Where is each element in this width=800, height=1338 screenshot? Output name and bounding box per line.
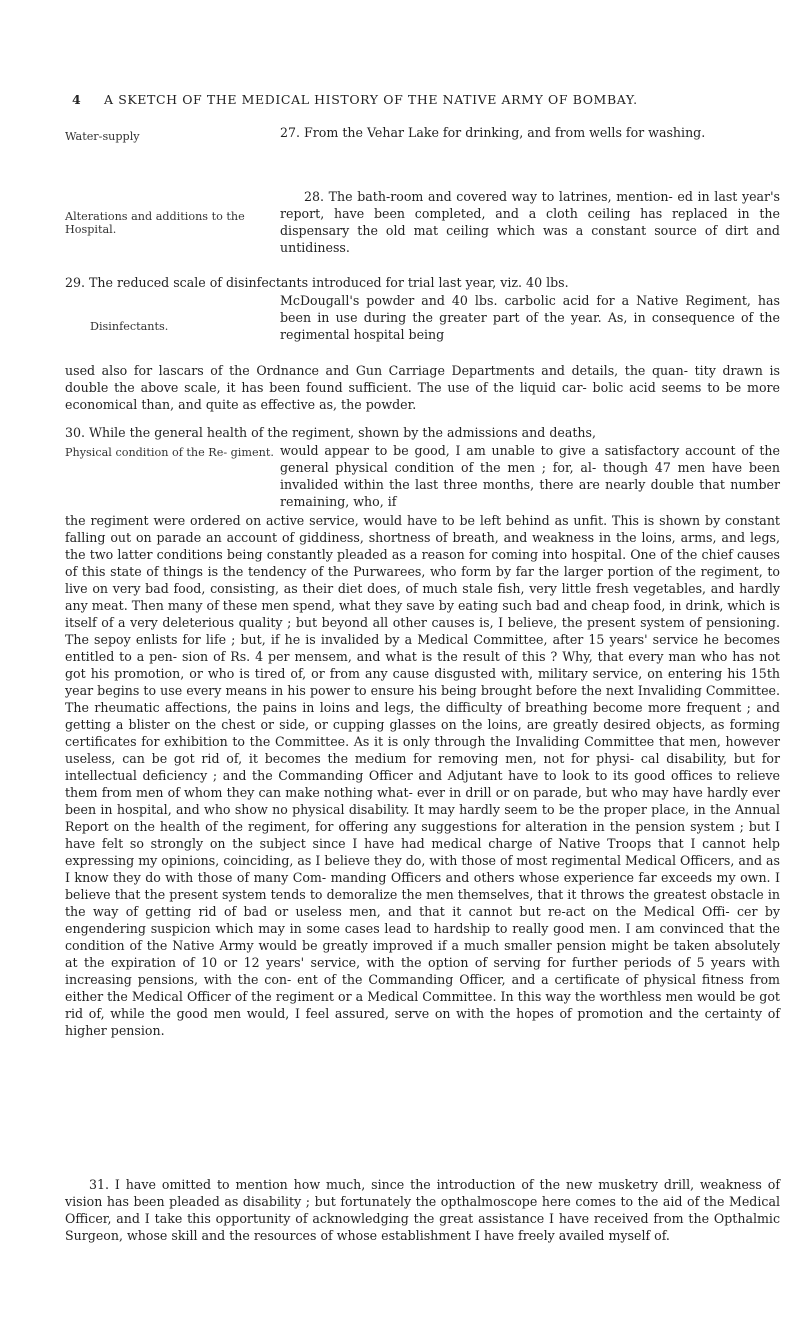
- paragraph-30-body: the regiment were ordered on active service, would have to be left behind as unfit. This is shown by constant falling out on parade an account of giddiness, shortness of breath, and weakness in the loins, arms, and legs, the two latter conditions being constantly pleaded as a reason for coming into hospital. One of the chief causes of this state of things is the tendency of the Purwarees, who form by far the larger portion of the regiment, to live on very bad food, consisting, as their diet does, of much stale fish, very little fresh vegetables, and hardly any meat. Then many of these men spend, what they save by eating such bad and cheap food, in drink, which is itself of a very deleterious quality ; but beyond all other causes is, I believe, the present system of pensioning. The sepoy enlists for life ; but, if he is invalided by a Medical Committee, after 15 years' service he becomes entitled to a pen- sion of Rs. 4 per mensem, and what is the result of this ? Why, that every man who has not got his promotion, or who is tired of, or from any cause disgusted with, military service, on entering his 15th year begins to use every means in his power to ensure his being brought before the next Invaliding Committee. The rheumatic affections, the pains in loins and legs, the difficulty of breathing become more frequent ; and getting a blister on the chest or side, or cupping glasses on the loins, are greatly desired objects, as forming certificates for exhibition to the Committee. As it is only through the Invaliding Committee that men, however useless, can be got rid of, it becomes the medium for removing men, not for physi- cal disability, but for intellectual deficiency ; and the Commanding Officer and Adjutant have to look to its good offices to relieve them from men of whom they can make nothing what- ever in drill or on parade, but who may have hardly ever been in hospital, and who show no physical disability. It may hardly seem to be the proper place, in the Annual Report on the health of the regiment, for offering any suggestions for alteration in the pension system ; but I have felt so strongly on the subject since I have had medical charge of Native Troops that I cannot help expressing my opinions, coinciding, as I believe they do, with those of most regimental Medical Officers, and as I know they do with those of many Com- manding Officers and others whose experience far exceeds my own. I believe that the present system tends to demoralize the men themselves, that it throws the greatest obstacle in the way of getting rid of bad or useless men, and that it cannot but re-act on the Medical Offi- cer by engendering suspicion which may in some cases lead to hardship to really good men. I am convinced that the condition of the Native Army would be greatly improved if a much smaller pension might be taken absolutely at the expiration of 10 or 12 years' service, with the option of serving for further periods of 5 years with increasing pensions, with the con- ent of the Commanding Officer, and a certificate of physical fitness from either the Medical Officer of the regiment or a Medical Committee. In this way the worthless men would be got rid of, while the good men would, I feel assured, serve on with the hopes of promotion and the certainty of higher pension.: [65, 513, 780, 1038]
- margin-note-alterations: Alterations and additions to the Hospital.: [65, 210, 245, 236]
- paragraph-31: 31. I have omitted to mention how much, since the introduction of the new musketry drill, weakness of vision has been pleaded as disability ; but fortunately the opthalmoscope here comes to the aid of the Medical Officer, and I take this opportunity of acknowledging the great assistance I have received from the Opthalmic Surgeon, whose skill and the resources of whose establishment I have freely availed myself of.: [65, 1177, 780, 1243]
- running-title: A SKETCH OF THE MEDICAL HISTORY OF THE NATIVE ARMY OF BOMBAY.: [104, 92, 638, 107]
- paragraph-30-side: would appear to be good, I am unable to give a satisfactory account of the general physical condition of the men ; for, al- though 47 men have been invalided within the last three months, there are nearly double that number remaining, who, if: [280, 443, 780, 509]
- margin-note-disinfectants: Disinfectants.: [90, 320, 169, 333]
- page-number: 4: [72, 92, 82, 107]
- paragraph-29-lead: 29. The reduced scale of disinfectants introduced for trial last year, viz. 40 lbs.: [65, 275, 569, 290]
- paragraph-29-side: McDougall's powder and 40 lbs. carbolic acid for a Native Regiment, has been in use during the greater part of the year. As, in consequence of the regimental hospital being: [280, 293, 780, 342]
- paragraph-30-lead: 30. While the general health of the regiment, shown by the admissions and deaths,: [65, 425, 597, 440]
- margin-note-water-supply: Water-supply: [65, 130, 140, 143]
- paragraph-29-body: used also for lascars of the Ordnance and Gun Carriage Departments and details, the quan- tity drawn is double the above scale, it has been found sufficient. The use of the liquid car- bolic acid seems to be more economical than, and quite as effective as, the powder.: [65, 363, 780, 412]
- margin-note-physical-condition: Physical condition of the Re- giment.: [65, 446, 274, 459]
- paragraph-27: 27. From the Vehar Lake for drinking, and from wells for washing.: [280, 125, 706, 140]
- paragraph-28: 28. The bath-room and covered way to latrines, mention- ed in last year's report, have been completed, and a cloth ceiling has replaced in the dispensary the old mat ceiling which was a constant source of dirt and untidiness.: [280, 189, 780, 255]
